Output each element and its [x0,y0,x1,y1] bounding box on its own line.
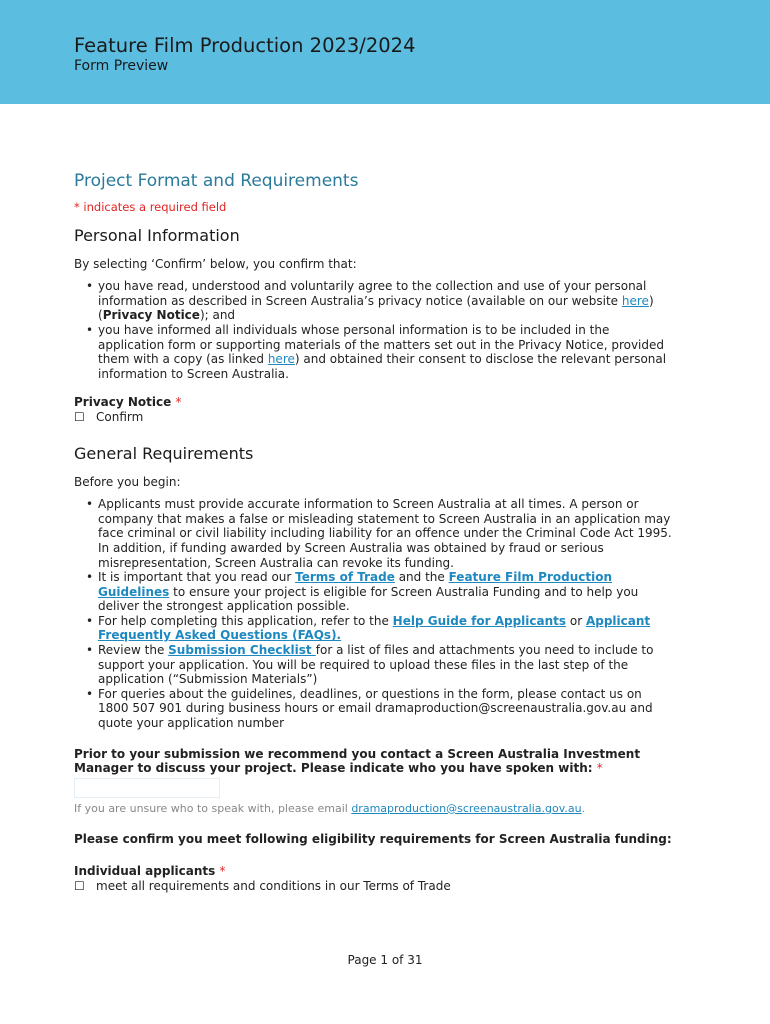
list-item [92,323,674,381]
privacy-notice-link[interactable]: here [621,293,649,308]
list-text: ); and [199,308,236,323]
list-text: ) ( [98,293,654,323]
list-text: Review the [98,643,169,658]
help-guide-link[interactable]: Help Guide for Applicants [392,613,567,628]
section-title: Project Format and Requirements [74,171,359,191]
faqs-link[interactable]: Applicant Frequently Asked Questions (FAQs). [98,613,651,643]
general-requirements-heading: General Requirements [74,443,254,463]
list-item [92,570,674,614]
personal-info-intro: By selecting ‘Confirm’ below, you confirm that: [74,256,357,271]
list-item [92,614,674,643]
form-subtitle: Form Preview [74,58,169,74]
contact-hint [74,802,674,817]
list-text: Applicants must provide accurate information to Screen Australia at all times. A person or company that makes a false or misleading statement to Screen Australia in an application may face criminal or civil liability including liability for an offence under the Criminal Code Act 1995. In addition, if funding awarded by Screen Australia was obtained by fraud or serious misrepresentation, Screen Australia can revoke its funding. [98,497,672,570]
list-item [92,279,674,323]
hint-text: . [581,801,586,815]
terms-of-trade-link[interactable]: Terms of Trade [295,570,395,585]
required-star: * [596,761,603,776]
terms-checkbox-row[interactable] [74,879,674,894]
page-number: Page 1 of 31 [347,953,423,967]
label-text: Prior to your submission we recommend you contact a Screen Australia Investment Manager to discuss your project. Please indicate who you have spoken with: [74,746,641,776]
label-text: Privacy Notice [74,395,172,410]
form-title: Feature Film Production 2023/2024 [74,34,416,57]
list-text: you have informed all individuals whose personal information is to be included in the application form or supporting materials of the matters set out in the Privacy Notice, provided them with a copy (as linked [98,322,665,367]
list-text: ) and obtained their consent to disclose the relevant personal information to Screen Australia. [98,352,667,381]
submission-checklist-link[interactable]: Submission Checklist [168,643,316,658]
privacy-notice-label [74,395,674,410]
confirm-label: Confirm [96,409,144,424]
header-banner [0,0,770,104]
terms-option-label: meet all requirements and conditions in our Terms of Trade [96,878,451,893]
terms-checkbox[interactable]: ☐ [74,878,85,893]
required-field-note: * indicates a required field [74,200,227,214]
privacy-copy-link[interactable]: here [267,352,295,367]
list-text: For queries about the guidelines, deadlines, or questions in the form, please contact us on 1800 507 901 during business hours or email dramaproduction@screenaustralia.gov.au and quote your application number [98,686,653,731]
list-item [92,643,674,687]
contact-question-label [74,747,674,776]
list-text-bold: Privacy Notice [102,308,200,323]
guidelines-link[interactable]: Feature Film Production Guidelines [98,570,612,599]
drama-email-link[interactable]: dramaproduction@screenaustralia.gov.au [351,801,582,815]
form-content [74,170,674,893]
personal-info-heading: Personal Information [74,225,240,245]
general-requirements-list [92,497,674,731]
personal-info-list [92,279,674,381]
list-text: For help completing this application, refer to the [98,613,393,628]
required-star: * [219,864,226,878]
list-text: to ensure your project is eligible for Screen Australia Funding and to help you deliver the strongest application possible. [98,584,639,614]
required-star: * [175,395,182,410]
list-text: for a list of files and attachments you need to include to support your application. You will be required to upload these files in the last step of the application (“Submission Materials”) [98,643,654,687]
list-item [92,497,674,570]
list-text: and the [394,570,449,585]
list-text: or [566,613,586,628]
individual-applicants-label [74,864,674,879]
confirm-checkbox[interactable]: ☐ [74,409,85,424]
general-intro: Before you begin: [74,474,181,489]
label-text: Individual applicants [74,864,216,878]
hint-text: If you are unsure who to speak with, please email [74,801,352,815]
confirm-checkbox-row[interactable] [74,410,674,425]
list-text: you have read, understood and voluntarily agree to the collection and use of your personal information as described in Screen Australia’s privacy notice (available on our website [98,279,647,308]
eligibility-label: Please confirm you meet following eligibility requirements for Screen Australia funding: [74,832,672,847]
list-item [92,687,674,731]
list-text: It is important that you read our [98,570,296,585]
investment-manager-input[interactable] [74,778,220,798]
